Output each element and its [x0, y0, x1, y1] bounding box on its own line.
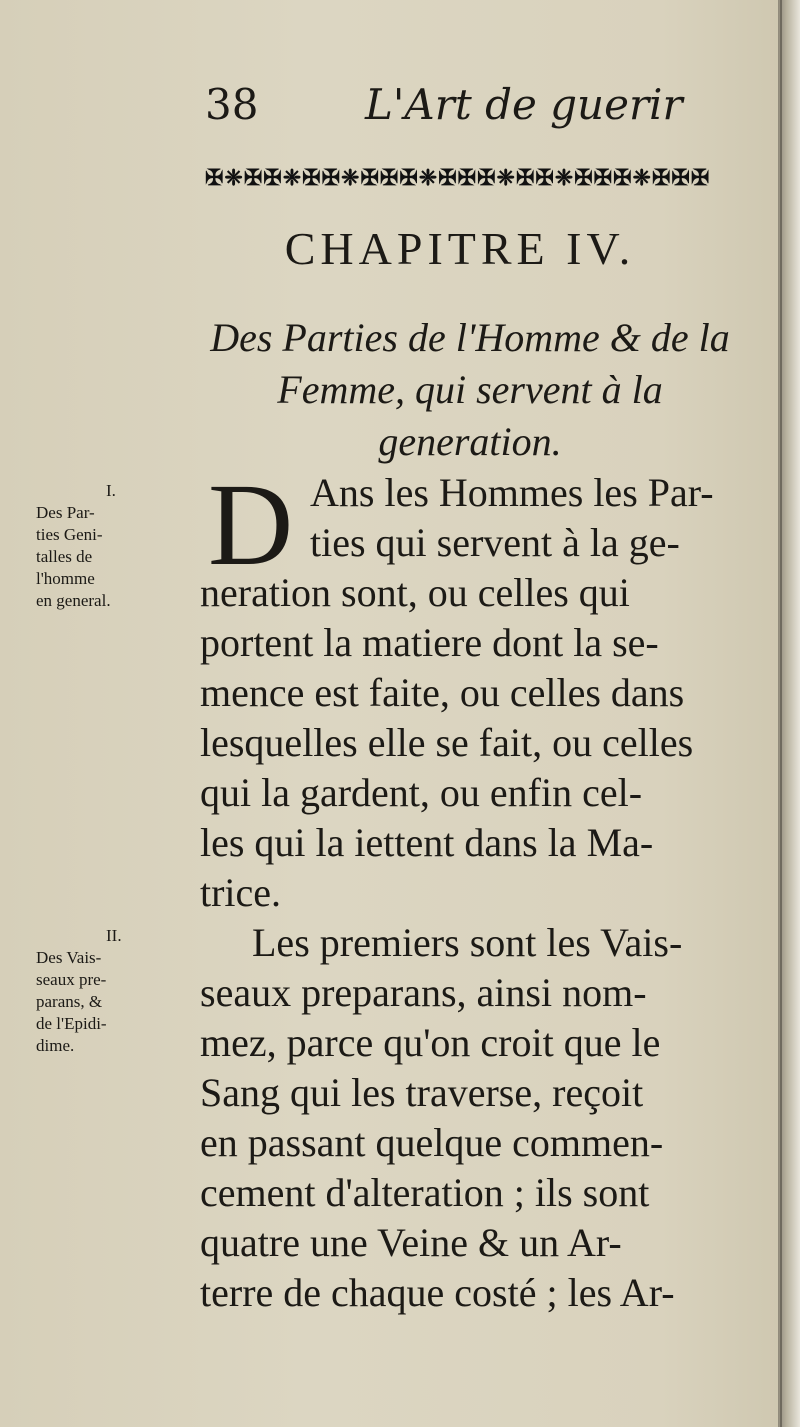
text-line: quatre une Veine & un Ar-	[200, 1220, 622, 1265]
subtitle-line: Des Parties de l'Homme & de la	[210, 315, 730, 360]
margin-note-2	[36, 925, 191, 1057]
text-line: trice.	[200, 870, 282, 915]
text-line: cement d'alteration ; ils sont	[200, 1170, 650, 1215]
margin-note-number: II.	[106, 926, 122, 945]
page-edge	[778, 0, 800, 1427]
text-line: qui la gardent, ou enfin cel-	[200, 770, 643, 815]
text-line: Ans les Hommes les Par-	[310, 470, 714, 515]
margin-note-line: parans, &	[36, 992, 103, 1011]
running-head	[205, 80, 725, 140]
edge-line	[780, 0, 782, 1427]
text-line: Sang qui les traverse, reçoit	[200, 1070, 644, 1115]
paragraph-1	[200, 568, 760, 918]
page-number: 38	[205, 80, 259, 129]
drop-cap-lines	[310, 468, 770, 568]
margin-note-line: de l'Epidi-	[36, 1014, 107, 1033]
running-title: L'Art de guerir	[365, 80, 683, 129]
margin-note-line: talles de	[36, 547, 93, 566]
margin-note-1	[36, 480, 191, 612]
text-line: terre de chaque costé ; les Ar-	[200, 1270, 675, 1315]
drop-cap: D	[208, 459, 294, 590]
margin-note-line: en general.	[36, 591, 111, 610]
text-line: ties qui servent à la ge-	[310, 520, 680, 565]
margin-note-line: Des Vais-	[36, 948, 102, 967]
paragraph-2	[200, 918, 760, 1318]
text-line: lesquelles elle se fait, ou celles	[200, 720, 694, 765]
ornament-band: ✠❈✠✠❈✠✠❈✠✠✠❈✠✠✠❈✠✠❈✠✠✠❈✠✠✠	[205, 165, 711, 191]
subtitle-line: generation.	[378, 419, 562, 464]
text-line: seaux preparans, ainsi nom-	[200, 970, 647, 1015]
chapter-title: CHAPITRE IV.	[284, 223, 636, 274]
text-line: les qui la iettent dans la Ma-	[200, 820, 654, 865]
text-line: portent la matiere dont la se-	[200, 620, 659, 665]
text-line: mez, parce qu'on croit que le	[200, 1020, 661, 1065]
margin-note-line: ties Geni-	[36, 525, 103, 544]
margin-note-line: Des Par-	[36, 503, 95, 522]
margin-note-line: seaux pre-	[36, 970, 107, 989]
chapter-subtitle	[190, 312, 750, 468]
text-line: mence est faite, ou celles dans	[200, 670, 685, 715]
subtitle-line: Femme, qui servent à la	[277, 367, 663, 412]
margin-note-line: dime.	[36, 1036, 75, 1055]
text-line: neration sont, ou celles qui	[200, 570, 630, 615]
margin-note-line: l'homme	[36, 569, 95, 588]
margin-note-number: I.	[106, 481, 116, 500]
text-line: en passant quelque commen-	[200, 1120, 664, 1165]
text-line: Les premiers sont les Vais-	[252, 920, 683, 965]
